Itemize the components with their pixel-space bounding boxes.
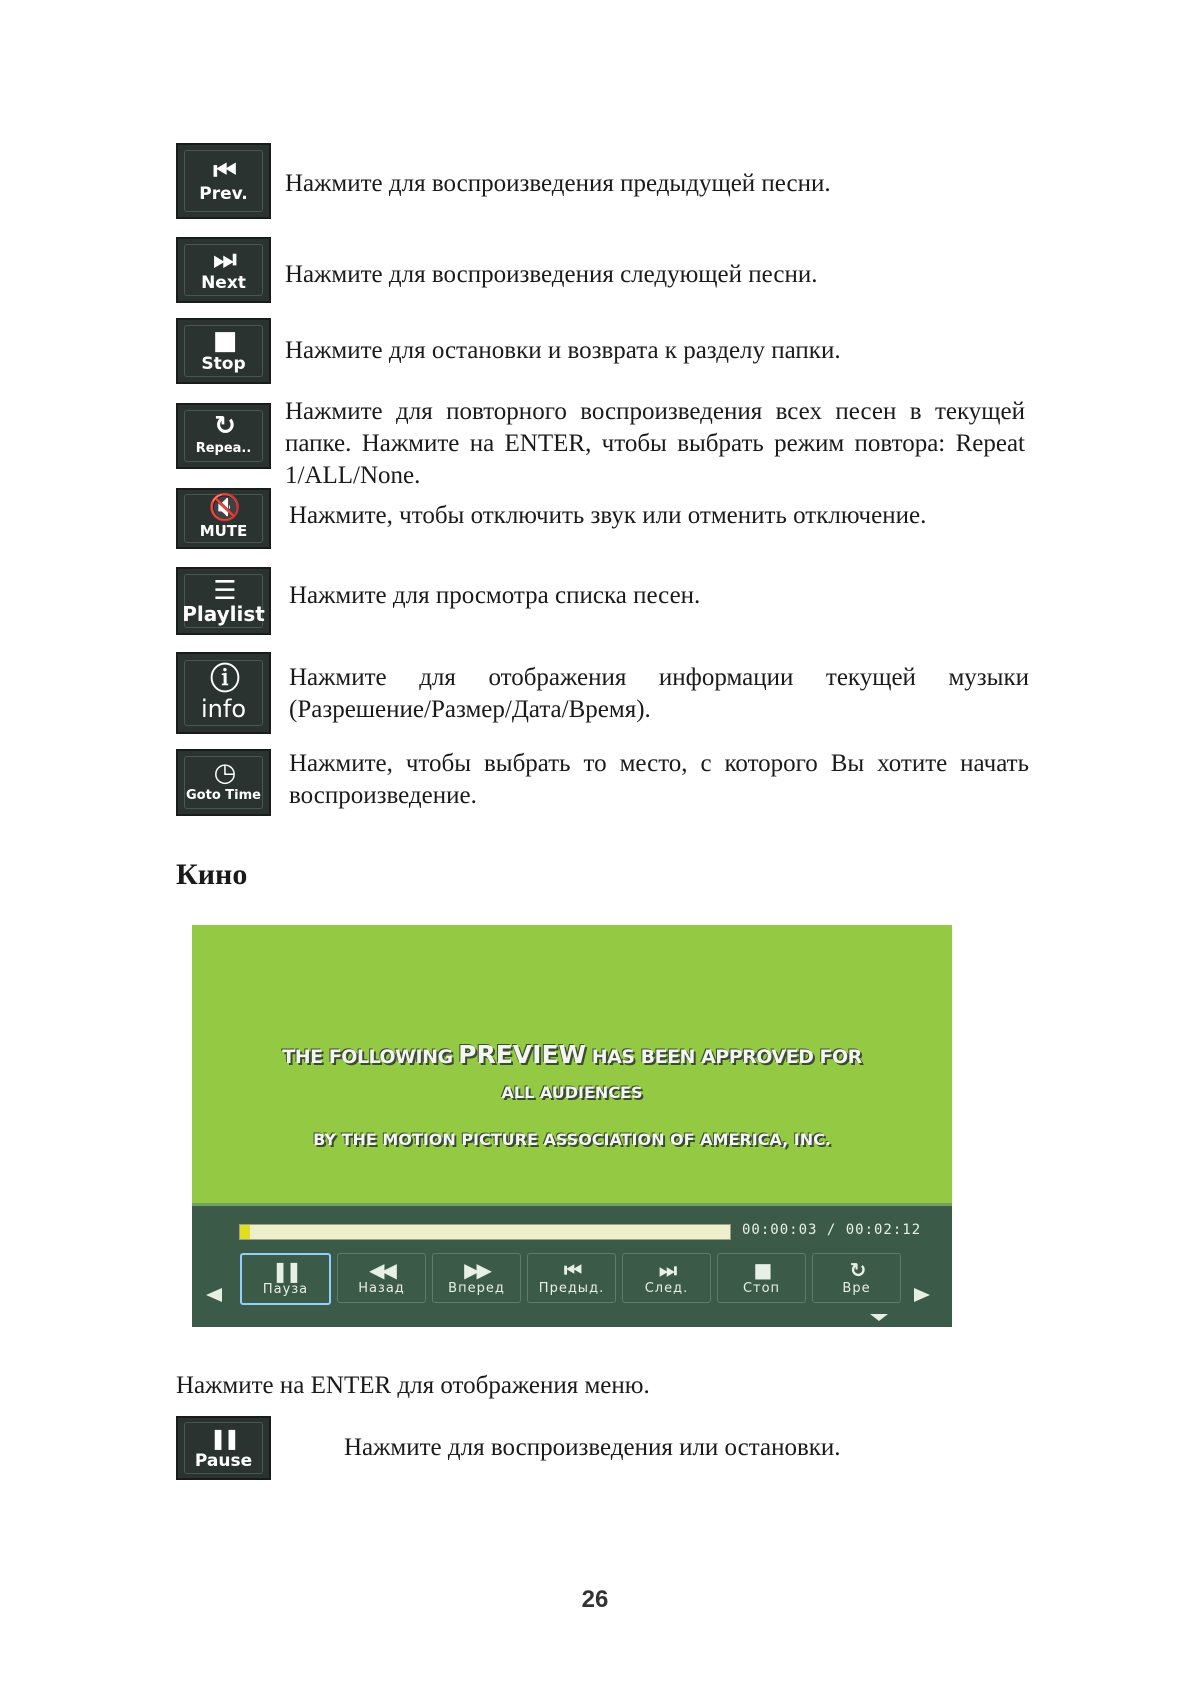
info-label: info [200,694,246,723]
pause-button-image [176,1416,271,1480]
progress-bar[interactable] [239,1224,731,1240]
rewind-control[interactable] [337,1253,426,1303]
stop-button-image [176,318,271,384]
repeat-description: Нажмите для повторного воспроизведения всех песен в текущей папке. Нажмите на ENTER, чтобы выбрать режим повтора: Repeat 1/ALL/None. [285,398,1025,489]
enter-menu-note: Нажмите на ENTER для отображения меню. [176,1372,650,1399]
timecode: 00:00:03 / 00:02:12 [742,1222,922,1238]
player-control-bar [192,1203,952,1327]
next-label: Next [201,272,246,293]
control-label: Пауза [262,1282,309,1297]
goto-time-label: Goto Time [186,787,261,803]
stop-control[interactable] [717,1253,806,1303]
fast-forward-icon: ▶▶ [464,1258,489,1282]
mute-description: Нажмите, чтобы отключить звук или отменить отключение. [289,502,927,529]
goto-time-button-image [176,749,271,816]
mute-icon: 🔇 [208,493,239,524]
previous-control[interactable] [527,1253,616,1303]
rewind-icon: ◀◀ [369,1258,394,1282]
mute-label: MUTE [199,522,248,541]
stop-icon: ■ [753,1258,770,1282]
mute-button-image [176,488,271,549]
repeat-control[interactable] [812,1253,901,1303]
control-buttons [240,1253,901,1305]
prev-icon: ⏮ [213,156,234,186]
rating-line-1: THE FOLLOWING PREVIEW HAS BEEN APPROVED FOR [282,1040,862,1069]
control-label: Предыд. [538,1281,605,1296]
control-label: Вперед [448,1281,505,1296]
prev-description: Нажмите для воспроизведения предыдущей песни. [285,170,831,197]
scroll-left-icon[interactable] [206,1288,222,1302]
repeat-button-image [176,403,271,469]
playlist-label: Playlist [182,602,265,626]
stop-label: Stop [201,353,246,374]
rating-line-3: BY THE MOTION PICTURE ASSOCIATION OF AMERICA, INC. [313,1130,831,1149]
control-label: Назад [358,1281,405,1296]
skip-next-icon: ⏭ [659,1258,674,1282]
playlist-icon: ☰ [213,576,234,606]
forward-control[interactable] [432,1253,521,1303]
next-button-image [176,237,271,303]
progress-fill [240,1225,250,1239]
info-icon: ⓘ [210,661,237,697]
prev-label: Prev. [199,184,248,204]
prev-button-image [176,143,271,219]
goto-time-description: Нажмите, чтобы выбрать то место, с которого Вы хотите начать воспроизведение. [289,750,1029,809]
pause-control[interactable] [240,1253,331,1305]
pause-icon: ❚❚ [271,1259,300,1283]
pause-icon: ❚❚ [209,1426,238,1450]
next-description: Нажмите для воспроизведения следующей песни. [285,261,818,288]
repeat-icon: ↻ [849,1258,864,1282]
playlist-description: Нажмите для просмотра списка песен. [289,582,701,609]
control-label: Стоп [742,1281,781,1296]
control-label: Вре [842,1281,871,1296]
rating-line-2: ALL AUDIENCES [501,1083,643,1102]
pause-description: Нажмите для воспроизведения или остановки. [344,1434,841,1461]
page-number: 26 [581,1586,609,1613]
stop-icon: ■ [212,325,235,356]
more-down-icon[interactable] [870,1314,888,1321]
section-title: Кино [176,858,248,891]
repeat-label: Repea.. [195,440,252,456]
next-icon: ⏭ [213,244,234,275]
repeat-icon: ↻ [214,410,233,441]
info-description: Нажмите для отображения информации текущей музыки (Разрешение/Размер/Дата/Время). [289,664,1029,723]
clock-icon: ◷ [213,757,234,788]
skip-previous-icon: ⏮ [564,1258,579,1282]
stop-description: Нажмите для остановки и возврата к разделу папки. [285,337,841,364]
scroll-right-icon[interactable] [914,1288,930,1302]
playlist-button-image [176,567,271,635]
movie-player-screenshot [192,925,952,1327]
info-button-image [176,652,271,734]
control-label: След. [644,1281,689,1296]
pause-label: Pause [194,1451,253,1471]
next-control[interactable] [622,1253,711,1303]
